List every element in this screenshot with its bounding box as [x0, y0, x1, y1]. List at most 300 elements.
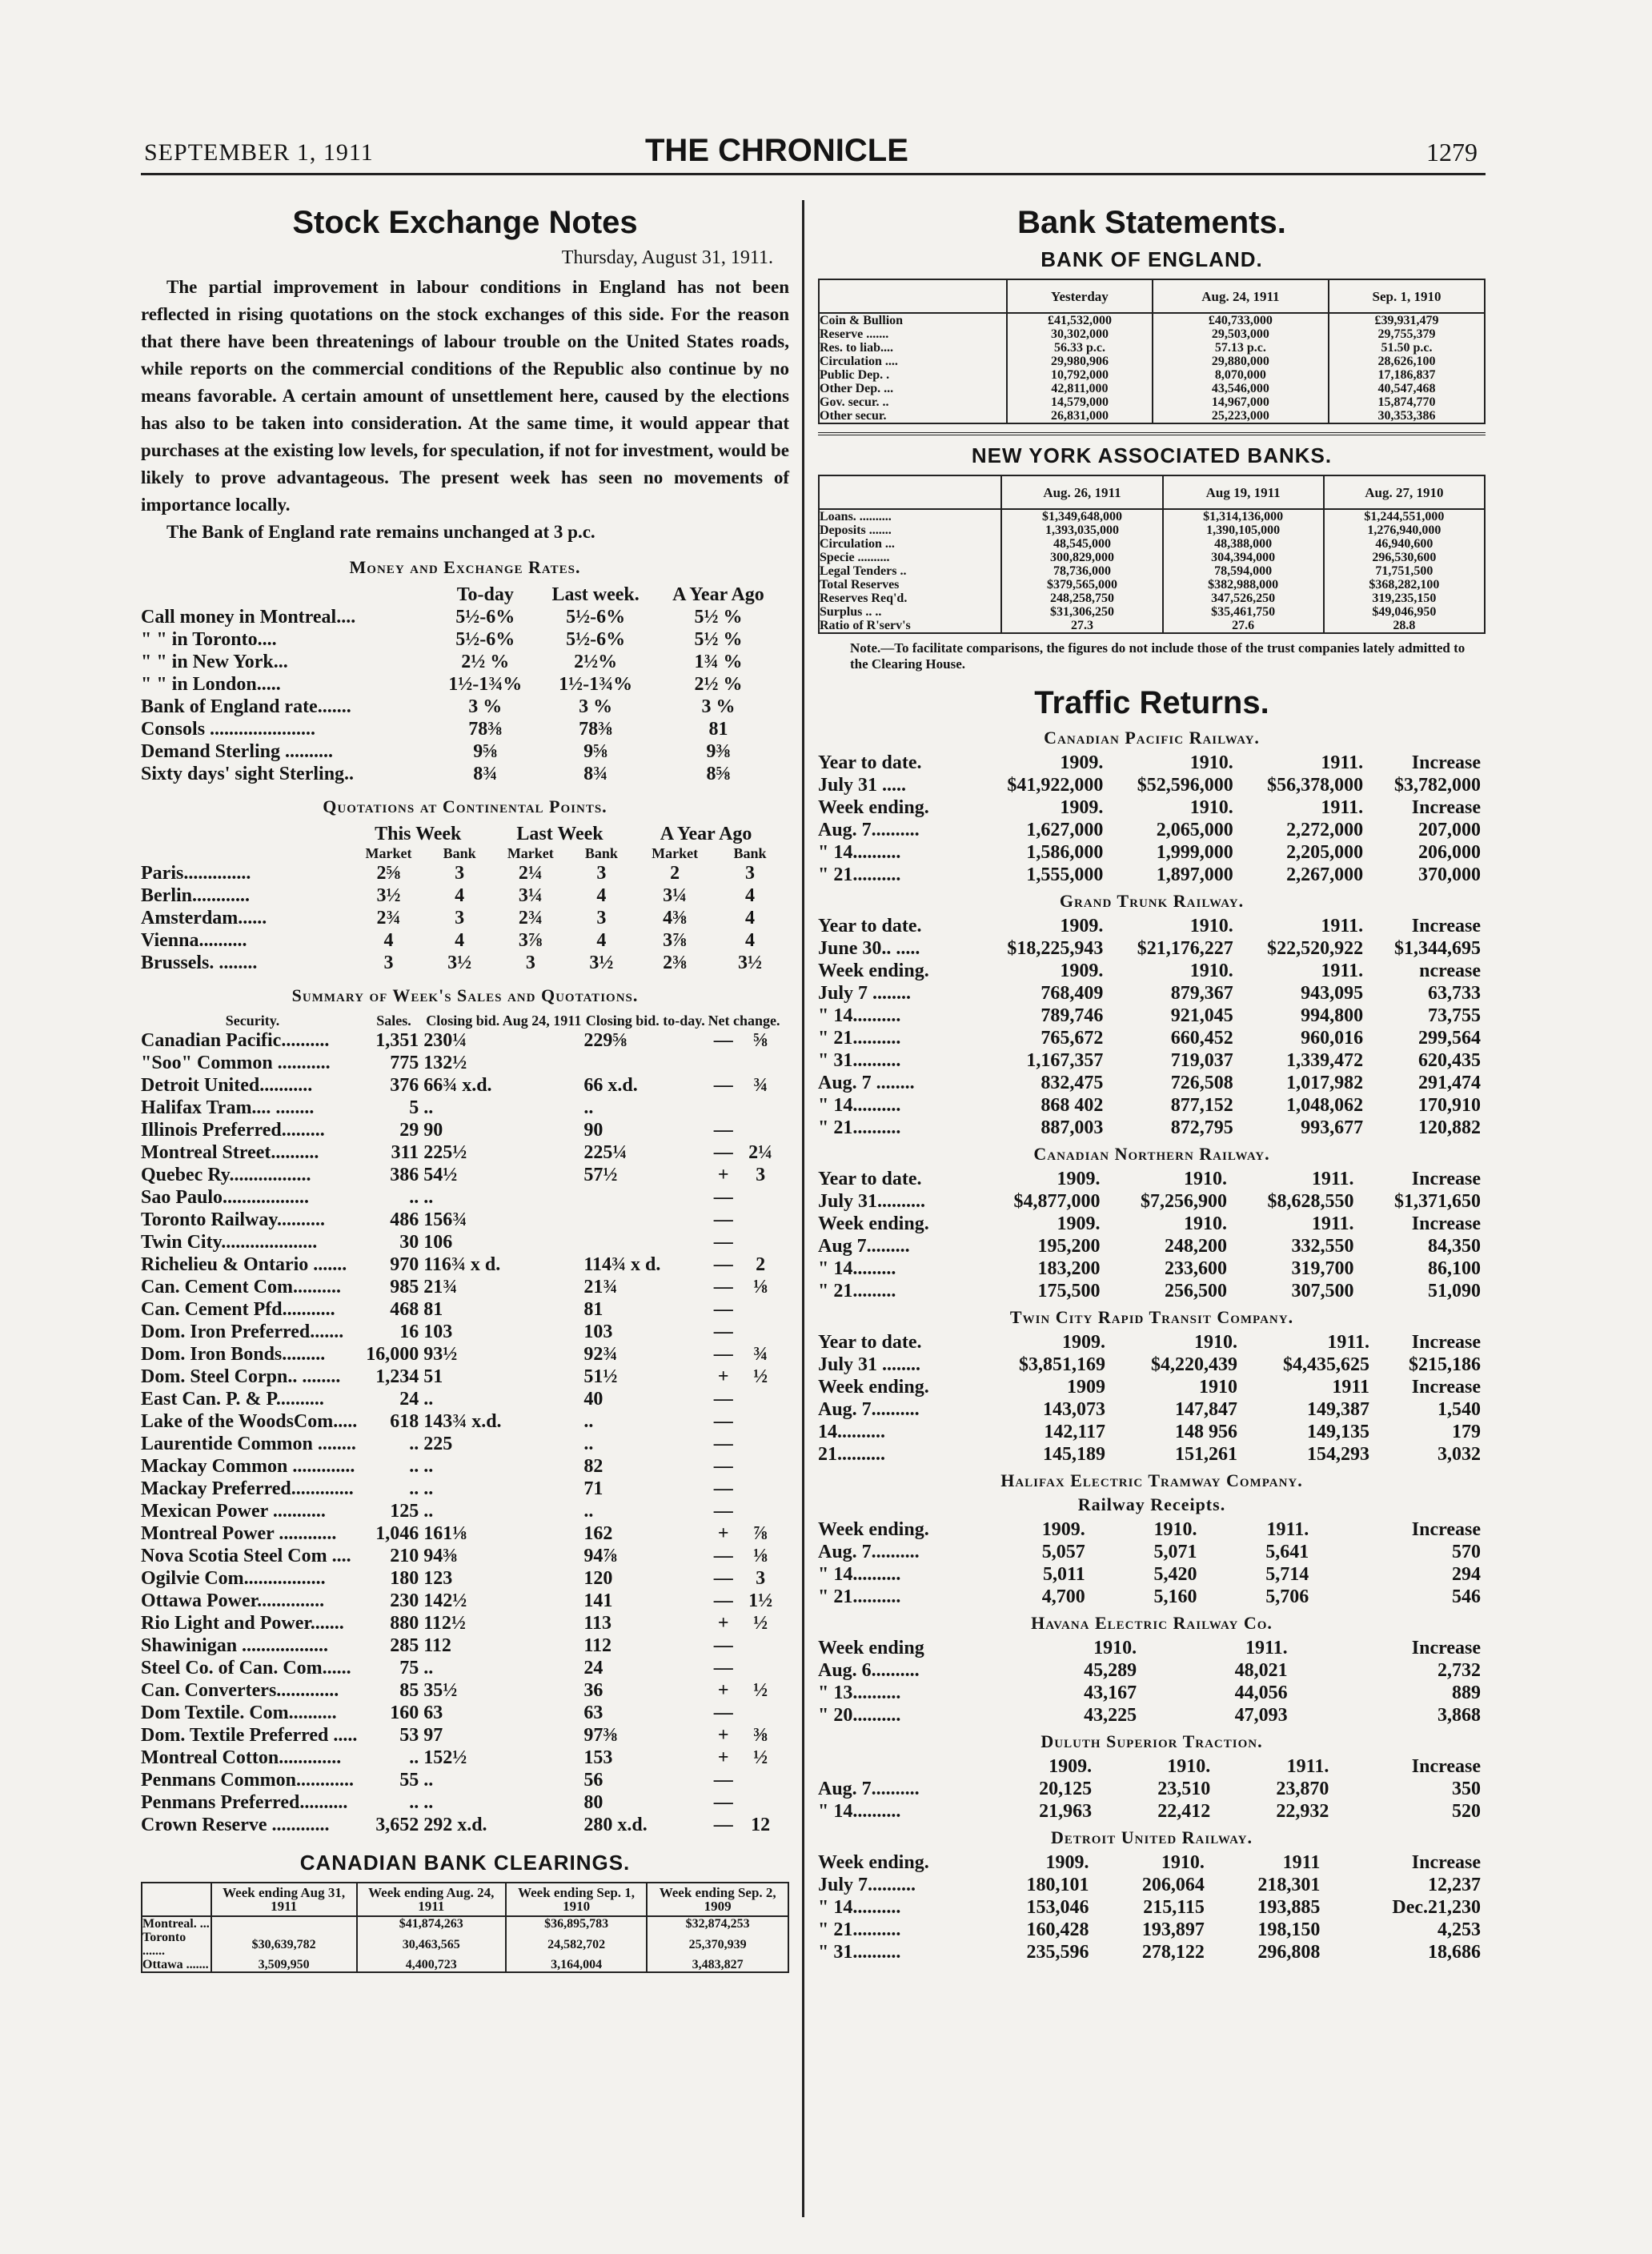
traffic-value: $21,176,227 — [1137, 938, 1233, 959]
traffic-row — [818, 1518, 1486, 1541]
summary-title: Summary of Week's Sales and Quotations. — [291, 985, 639, 1005]
summary-row — [141, 1522, 781, 1545]
clearings-value: 3,164,004 — [506, 1958, 648, 1972]
ny-value: 28.8 — [1324, 619, 1485, 633]
ny-value: $31,306,250 — [1001, 605, 1162, 619]
clearings-table — [141, 1882, 789, 1973]
traffic-label: " 20.......... — [818, 1705, 901, 1726]
summary-change — [740, 1209, 781, 1231]
england-row — [819, 313, 1485, 327]
traffic-value: 889 — [1452, 1682, 1481, 1703]
summary-security: Laurentide Common ........ — [141, 1434, 356, 1454]
traffic-row — [818, 1637, 1486, 1659]
summary-sales: 311 — [391, 1142, 419, 1163]
summary-sales: 285 — [390, 1635, 419, 1656]
traffic-value: 1910. — [1161, 1852, 1205, 1873]
summary-sign: — — [713, 1501, 733, 1522]
ny-header: Aug 19, 1911 — [1163, 475, 1324, 509]
summary-closing-today: 56 — [583, 1770, 603, 1791]
summary-change — [740, 1186, 781, 1209]
summary-sign: — — [713, 1478, 733, 1499]
england-label: Circulation .... — [820, 355, 898, 368]
summary-row — [141, 1455, 781, 1478]
summary-change — [740, 1052, 781, 1074]
summary-row — [141, 1567, 781, 1590]
summary-closing-prev: 81 — [423, 1299, 443, 1320]
traffic-value: 294 — [1452, 1564, 1481, 1585]
summary-change — [740, 1478, 781, 1500]
summary-closing-today: 97⅜ — [583, 1725, 618, 1746]
england-value: £41,532,000 — [1007, 313, 1153, 327]
continental-value: 2¼ — [518, 863, 543, 884]
traffic-row — [818, 1331, 1486, 1354]
summary-sign: — — [713, 1411, 733, 1432]
traffic-label: Week ending. — [818, 797, 929, 818]
traffic-label: " 31.......... — [818, 1942, 901, 1963]
summary-sign: — — [713, 1815, 733, 1835]
summary-security: Detroit United........... — [141, 1075, 313, 1096]
money-value: 2½% — [574, 652, 618, 672]
summary-header: Security. — [225, 1013, 280, 1029]
summary-change — [740, 1791, 781, 1814]
money-value: 9⅝ — [583, 741, 608, 762]
summary-security: Lake of the WoodsCom..... — [141, 1411, 358, 1432]
ny-row — [819, 537, 1485, 551]
traffic-value: 147,847 — [1175, 1399, 1237, 1420]
england-value: 10,792,000 — [1007, 368, 1153, 382]
traffic-value: Increase — [1411, 1638, 1481, 1658]
summary-row — [141, 1612, 781, 1634]
traffic-row — [818, 1800, 1486, 1823]
summary-sign: + — [717, 1725, 729, 1746]
summary-sales: 985 — [390, 1277, 419, 1297]
continental-value: 2¾ — [518, 908, 543, 928]
summary-row — [141, 1366, 781, 1388]
money-row — [141, 651, 781, 673]
england-label: Gov. secur. .. — [820, 395, 889, 409]
ny-value: 78,736,000 — [1001, 564, 1162, 578]
traffic-label: July 7.......... — [818, 1875, 916, 1895]
traffic-value: 1,897,000 — [1156, 864, 1233, 885]
summary-security: Mexican Power ........... — [141, 1501, 326, 1522]
traffic-value: $3,782,000 — [1394, 775, 1481, 796]
traffic-value: $7,256,900 — [1141, 1191, 1227, 1212]
traffic-value: 1909. — [1060, 752, 1104, 773]
summary-closing-prev: 161⅛ — [423, 1523, 467, 1544]
summary-sign: — — [713, 1635, 733, 1656]
continental-sub-header: Market — [652, 845, 699, 861]
summary-sign: — — [713, 1434, 733, 1454]
traffic-value: 198,150 — [1257, 1919, 1321, 1940]
ny-row — [819, 619, 1485, 633]
traffic-value: 5,057 — [1041, 1542, 1085, 1562]
summary-security: East Can. P. & P.......... — [141, 1389, 324, 1410]
traffic-row — [818, 1896, 1486, 1919]
summary-security: Sao Paulo.................. — [141, 1187, 310, 1208]
traffic-row — [818, 1919, 1486, 1941]
summary-header: Sales. — [376, 1013, 411, 1029]
traffic-value: $52,596,000 — [1137, 775, 1233, 796]
traffic-value: Increase — [1411, 1852, 1481, 1873]
traffic-value: 151,261 — [1175, 1444, 1237, 1465]
summary-sales: 775 — [390, 1053, 419, 1073]
traffic-detroit-table — [818, 1851, 1486, 1963]
traffic-value: 1,627,000 — [1026, 820, 1104, 840]
summary-row — [141, 1679, 781, 1702]
ny-value: 27.6 — [1163, 619, 1324, 633]
traffic-value: 142,117 — [1044, 1422, 1105, 1442]
traffic-value: 73,755 — [1428, 1005, 1481, 1026]
clearings-header: Week ending Aug 31, 1911 — [211, 1883, 357, 1916]
summary-closing-prev: 292 x.d. — [423, 1815, 487, 1835]
money-row — [141, 696, 781, 718]
summary-sign: — — [713, 1792, 733, 1813]
traffic-value — [978, 1637, 991, 1659]
traffic-twin-title: Twin City Rapid Transit Company. — [1009, 1307, 1294, 1327]
traffic-gtr-title: Grand Trunk Railway. — [1059, 891, 1245, 911]
summary-closing-prev: 51 — [423, 1366, 443, 1387]
clearings-value: $30,639,782 — [211, 1931, 357, 1958]
ny-value: $1,349,648,000 — [1001, 509, 1162, 523]
summary-closing-today: 81 — [583, 1299, 603, 1320]
summary-sales: 880 — [390, 1613, 419, 1634]
summary-row — [141, 1433, 781, 1455]
summary-table — [141, 1013, 781, 1836]
england-row — [819, 341, 1485, 355]
clearings-value: 3,483,827 — [647, 1958, 788, 1972]
traffic-value: 1910. — [1184, 1169, 1227, 1189]
traffic-title: Traffic Returns. — [1034, 685, 1269, 720]
traffic-value: Increase — [1411, 1377, 1481, 1398]
summary-closing-today — [583, 1209, 707, 1231]
clearings-value: 3,509,950 — [211, 1958, 357, 1972]
continental-value: 2⅜ — [663, 953, 688, 973]
traffic-value: 5,011 — [1043, 1564, 1085, 1585]
continental-row — [141, 929, 781, 952]
continental-city: Vienna.......... — [141, 930, 247, 951]
traffic-cpr-table — [818, 752, 1486, 886]
summary-row — [141, 1388, 781, 1410]
ny-value: 46,940,600 — [1324, 537, 1485, 551]
summary-closing-today — [583, 1052, 707, 1074]
summary-closing-prev: 143¾ x.d. — [423, 1411, 502, 1432]
clearings-label: Ottawa ....... — [142, 1958, 209, 1971]
traffic-value: 1909. — [1060, 916, 1104, 936]
traffic-value: 520 — [1452, 1801, 1481, 1822]
summary-closing-today: 103 — [583, 1322, 613, 1342]
england-label: Res. to liab.... — [820, 341, 893, 355]
summary-closing-today: .. — [583, 1434, 594, 1454]
stock-date: Thursday, August 31, 1911. — [561, 247, 773, 268]
traffic-label: Year to date. — [818, 1169, 922, 1189]
traffic-value: 2,267,000 — [1286, 864, 1364, 885]
summary-security: Rio Light and Power....... — [141, 1613, 344, 1634]
england-value: 26,831,000 — [1007, 409, 1153, 423]
summary-closing-prev: 103 — [423, 1322, 453, 1342]
summary-closing-today: 51½ — [583, 1366, 618, 1387]
bank-title: Bank Statements. — [1017, 205, 1286, 240]
summary-sales: 618 — [390, 1411, 419, 1432]
summary-row — [141, 1343, 781, 1366]
summary-change — [740, 1433, 781, 1455]
traffic-value: 296,808 — [1257, 1942, 1321, 1963]
summary-change: 3 — [756, 1165, 766, 1185]
summary-row — [141, 1097, 781, 1119]
summary-header: Net change. — [708, 1013, 780, 1029]
summary-sign: — — [713, 1568, 733, 1589]
traffic-value: 1,999,000 — [1156, 842, 1233, 863]
summary-closing-prev: 116¾ x d. — [423, 1254, 501, 1275]
traffic-value: 2,272,000 — [1286, 820, 1364, 840]
summary-change: ⅞ — [753, 1523, 768, 1544]
money-value: 9⅝ — [473, 741, 498, 762]
traffic-label: " 14.......... — [818, 1801, 901, 1822]
traffic-value: 206,064 — [1141, 1875, 1205, 1895]
summary-closing-today: 280 x.d. — [583, 1815, 648, 1835]
ny-value: $368,282,100 — [1324, 578, 1485, 592]
summary-sales: 16 — [399, 1322, 419, 1342]
traffic-value: 3,868 — [1437, 1705, 1481, 1726]
traffic-value: 960,016 — [1301, 1028, 1364, 1049]
summary-security: Can. Converters............. — [141, 1680, 339, 1701]
summary-closing-today: .. — [583, 1501, 594, 1522]
traffic-label: " 14.......... — [818, 1564, 901, 1585]
summary-closing-today — [583, 1186, 707, 1209]
traffic-value: 1911. — [1321, 797, 1364, 818]
traffic-value: 145,189 — [1043, 1444, 1105, 1465]
traffic-value: 1,586,000 — [1026, 842, 1104, 863]
money-label: " " in New York... — [141, 652, 288, 672]
summary-sign: — — [713, 1389, 733, 1410]
traffic-label: Week ending. — [818, 1519, 929, 1540]
traffic-value: 5,071 — [1153, 1542, 1197, 1562]
continental-value: 2¾ — [376, 908, 401, 928]
traffic-row — [818, 1704, 1486, 1727]
summary-sign: — — [713, 1322, 733, 1342]
england-value: 56.33 p.c. — [1007, 341, 1153, 355]
traffic-value: $56,378,000 — [1267, 775, 1364, 796]
summary-change — [740, 1119, 781, 1141]
summary-closing-prev: 112½ — [423, 1613, 466, 1634]
summary-row — [141, 1231, 781, 1253]
money-label: Bank of England rate....... — [141, 696, 351, 717]
money-label: " " in Toronto.... — [141, 629, 277, 650]
traffic-value: 153,046 — [1026, 1897, 1089, 1918]
traffic-value: 765,672 — [1041, 1028, 1104, 1049]
traffic-value: 23,870 — [1276, 1779, 1329, 1799]
clearings-header: Week ending Sep. 2, 1909 — [647, 1883, 788, 1916]
summary-closing-prev: 54½ — [423, 1165, 458, 1185]
header-date: SEPTEMBER 1, 1911 — [144, 139, 374, 166]
ny-value: 304,394,000 — [1163, 551, 1324, 564]
traffic-row — [818, 864, 1486, 886]
traffic-havana-title: Havana Electric Railway Co. — [1031, 1613, 1273, 1633]
continental-city: Amsterdam...... — [141, 908, 267, 928]
england-value: 42,811,000 — [1007, 382, 1153, 395]
summary-security: Nova Scotia Steel Com .... — [141, 1546, 351, 1566]
traffic-value: 160,428 — [1026, 1919, 1089, 1940]
england-row — [819, 382, 1485, 395]
continental-sub-header: Bank — [733, 845, 767, 861]
summary-sign: — — [713, 1546, 733, 1566]
money-label: Demand Sterling .......... — [141, 741, 333, 762]
left-column — [141, 192, 789, 1973]
money-value: 5½-6% — [566, 607, 626, 628]
continental-value: 2⅝ — [376, 863, 401, 884]
england-row — [819, 355, 1485, 368]
england-value: 43,546,000 — [1153, 382, 1329, 395]
traffic-value: 1911. — [1266, 1519, 1309, 1540]
money-header: A Year Ago — [672, 584, 764, 605]
summary-sign: — — [713, 1703, 733, 1723]
traffic-duluth-table — [818, 1755, 1486, 1823]
ny-title: NEW YORK ASSOCIATED BANKS. — [971, 443, 1333, 467]
summary-closing-prev: 132½ — [423, 1053, 467, 1073]
traffic-value: 1911. — [1245, 1638, 1288, 1658]
summary-closing-prev: .. — [423, 1478, 434, 1499]
summary-closing-today: 229⅝ — [583, 1030, 628, 1051]
traffic-value: 43,167 — [1084, 1682, 1137, 1703]
traffic-value: 1909 — [1067, 1377, 1105, 1398]
traffic-label: " 31.......... — [818, 1050, 901, 1071]
traffic-value — [978, 1682, 991, 1704]
traffic-value: 1,017,982 — [1286, 1073, 1364, 1093]
traffic-value: 789,746 — [1041, 1005, 1104, 1026]
page-header — [141, 128, 1486, 175]
england-label: Other secur. — [820, 409, 887, 423]
traffic-value: 63,733 — [1428, 983, 1481, 1004]
continental-value: 3¼ — [663, 885, 688, 906]
traffic-row — [818, 1586, 1486, 1608]
summary-sales: 970 — [390, 1254, 419, 1275]
stock-title: Stock Exchange Notes — [292, 205, 638, 240]
summary-sales: 160 — [390, 1703, 419, 1723]
summary-sign — [707, 1052, 740, 1074]
ny-value: $35,461,750 — [1163, 605, 1324, 619]
traffic-value: 1,339,472 — [1286, 1050, 1364, 1071]
traffic-label: July 31.......... — [818, 1191, 926, 1212]
ny-value: $379,565,000 — [1001, 578, 1162, 592]
summary-change — [740, 1231, 781, 1253]
summary-sign: — — [713, 1456, 733, 1477]
summary-sign: + — [717, 1165, 729, 1185]
summary-sign: — — [713, 1232, 733, 1253]
summary-row — [141, 1702, 781, 1724]
traffic-label: Week ending — [818, 1638, 924, 1658]
traffic-value: 218,301 — [1257, 1875, 1321, 1895]
summary-change: 12 — [751, 1815, 771, 1835]
summary-security: Penmans Preferred.......... — [141, 1792, 348, 1813]
summary-sales: 30 — [399, 1232, 419, 1253]
continental-value: 4 — [745, 908, 756, 928]
summary-security: Montreal Cotton............. — [141, 1747, 342, 1768]
summary-security: Ogilvie Com................. — [141, 1568, 326, 1589]
ny-label: Deposits ....... — [820, 523, 892, 537]
summary-closing-prev: .. — [423, 1187, 434, 1208]
traffic-row — [818, 1257, 1486, 1280]
traffic-value: 993,677 — [1301, 1117, 1364, 1138]
money-value: 5½ % — [694, 607, 743, 628]
ny-label: Specie .......... — [820, 551, 890, 564]
summary-sales: 24 — [399, 1389, 419, 1410]
summary-row — [141, 1724, 781, 1747]
summary-row — [141, 1029, 781, 1052]
traffic-value: 868 402 — [1041, 1095, 1104, 1116]
summary-security: Dom Textile. Com.......... — [141, 1703, 337, 1723]
england-value: 14,579,000 — [1007, 395, 1153, 409]
summary-sales: 1,351 — [375, 1030, 419, 1051]
summary-security: "Soo" Common ........... — [141, 1053, 331, 1073]
continental-value: 3 — [455, 863, 465, 884]
summary-closing-today: 114¾ x d. — [583, 1254, 661, 1275]
traffic-value: 1909. — [1045, 1852, 1089, 1873]
continental-value: 3½ — [589, 953, 614, 973]
england-header: Aug. 24, 1911 — [1153, 279, 1329, 313]
traffic-value: 22,932 — [1276, 1801, 1329, 1822]
traffic-label: " 21......... — [818, 1281, 896, 1301]
ny-label: Legal Tenders .. — [820, 564, 907, 578]
traffic-row — [818, 1117, 1486, 1139]
continental-sub-header: Market — [365, 845, 412, 861]
summary-change: ½ — [753, 1366, 768, 1387]
ny-value: 1,276,940,000 — [1324, 523, 1485, 537]
traffic-value: 18,686 — [1428, 1942, 1481, 1963]
summary-row — [141, 1747, 781, 1769]
traffic-value: 299,564 — [1418, 1028, 1481, 1049]
traffic-value: 51,090 — [1428, 1281, 1481, 1301]
ny-label: Circulation ... — [820, 537, 895, 551]
traffic-row — [818, 1235, 1486, 1257]
summary-sales: .. — [409, 1187, 419, 1208]
traffic-value: 1910 — [1199, 1377, 1237, 1398]
ny-value: 48,545,000 — [1001, 537, 1162, 551]
ny-label: Ratio of R'serv's — [820, 619, 911, 632]
summary-sign: — — [713, 1030, 733, 1051]
summary-closing-today: 71 — [583, 1478, 603, 1499]
traffic-label: Year to date. — [818, 1332, 922, 1353]
traffic-cnr-table — [818, 1168, 1486, 1302]
summary-sales: .. — [409, 1456, 419, 1477]
continental-sub-header: Bank — [443, 845, 476, 861]
traffic-value: 143,073 — [1043, 1399, 1105, 1420]
england-value: 28,626,100 — [1329, 355, 1485, 368]
summary-closing-prev: 35½ — [423, 1680, 458, 1701]
england-value: 29,880,000 — [1153, 355, 1329, 368]
england-value: 17,186,837 — [1329, 368, 1485, 382]
traffic-value: 1910. — [1194, 1332, 1237, 1353]
clearings-value: $41,874,263 — [357, 1916, 506, 1931]
traffic-value: 1909. — [1041, 1519, 1085, 1540]
summary-sales: 376 — [390, 1075, 419, 1096]
summary-change — [740, 1298, 781, 1321]
traffic-value: 179 — [1452, 1422, 1481, 1442]
clearings-value: $32,874,253 — [647, 1916, 788, 1931]
summary-sales: .. — [409, 1478, 419, 1499]
traffic-label: " 14.......... — [818, 1897, 901, 1918]
traffic-value: 994,800 — [1301, 1005, 1364, 1026]
traffic-row — [818, 1874, 1486, 1896]
summary-row — [141, 1074, 781, 1097]
traffic-value: 2,065,000 — [1156, 820, 1233, 840]
traffic-row — [818, 937, 1486, 960]
traffic-label: Aug. 7.......... — [818, 1399, 920, 1420]
summary-sign: + — [717, 1613, 729, 1634]
traffic-value: Increase — [1411, 752, 1481, 773]
summary-sales: .. — [409, 1747, 419, 1768]
summary-sign: — — [713, 1658, 733, 1678]
ny-row — [819, 605, 1485, 619]
summary-header: Closing bid. to-day. — [585, 1013, 705, 1029]
